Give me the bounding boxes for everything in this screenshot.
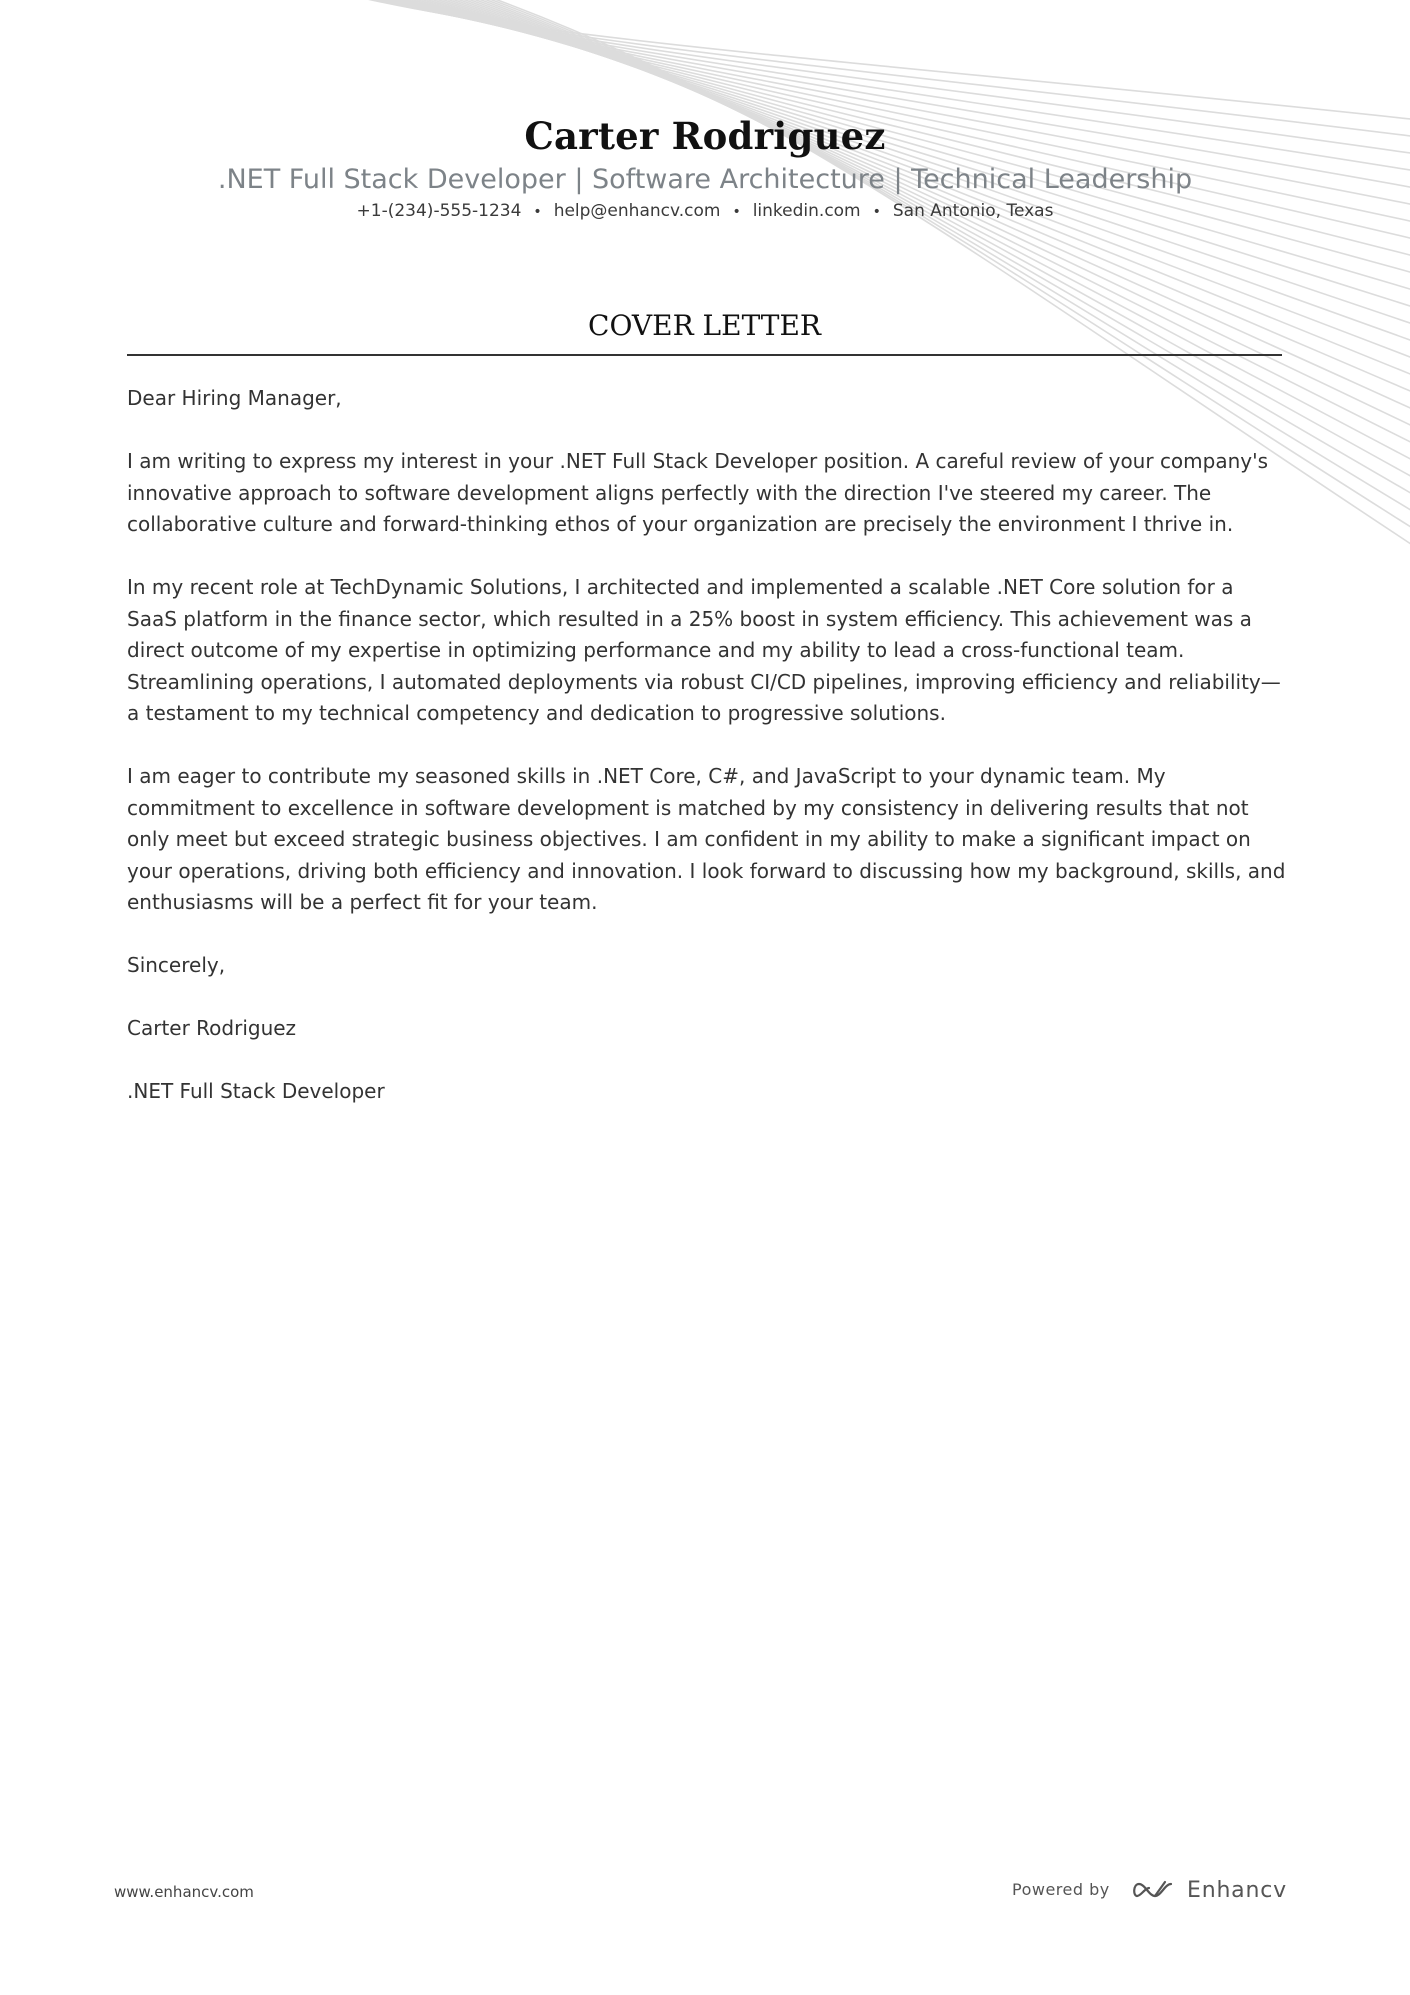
letter-paragraph: In my recent role at TechDynamic Solutions, I architected and implemented a scalable .NET Core solution for a SaaS platform in the finance sector, which resulted in a 25% boost in system efficiency. This achievement was a direct outcome of my expertise in optimizing performance and my ability to lead a cross-functional team. Streamlining operations, I automated deployments via robust CI/CD pipelines, improving efficiency and reliability—a testament to my technical competency and dedication to progressive solutions. — [127, 575, 1281, 725]
section-title: COVER LETTER — [588, 309, 821, 342]
candidate-name: Carter Rodriguez — [524, 114, 886, 158]
letter-greeting: Dear Hiring Manager, — [127, 386, 342, 410]
contact-line — [0, 200, 1410, 223]
separator-dot: • — [872, 204, 881, 220]
signature-title: .NET Full Stack Developer — [127, 1079, 385, 1103]
candidate-headline: .NET Full Stack Developer | Software Architecture | Technical Leadership — [217, 164, 1193, 195]
letter-paragraph: I am eager to contribute my seasoned skills in .NET Core, C#, and JavaScript to your dynamic team. My commitment to excellence in software development is matched by my consistency in delivering results that not only meet but exceed strategic business objectives. I am confident in my ability to make a significant impact on your operations, driving both efficiency and innovation. I look forward to discussing how my background, skills, and enthusiasms will be a perfect fit for your team. — [127, 764, 1286, 914]
footer-website-link[interactable]: www.enhancv.com — [114, 1883, 254, 1901]
wave-line — [436, 0, 1410, 447]
brand-logo[interactable] — [1131, 1875, 1287, 1905]
section-divider — [127, 354, 1282, 356]
contact-email[interactable]: help@enhancv.com — [553, 201, 721, 221]
letter-closing: Sincerely, — [127, 953, 226, 977]
contact-phone: +1-(234)-555-1234 — [356, 201, 522, 221]
resume-header — [0, 112, 1410, 223]
separator-dot: • — [732, 204, 741, 220]
enhancv-logo-icon — [1131, 1878, 1177, 1902]
contact-linkedin[interactable]: linkedin.com — [752, 201, 861, 221]
contact-location: San Antonio, Texas — [892, 201, 1054, 221]
powered-by-label: Powered by — [1012, 1880, 1110, 1899]
wave-line — [330, 0, 1410, 120]
brand-name: Enhancv — [1187, 1877, 1287, 1903]
letter-paragraph: I am writing to express my interest in your .NET Full Stack Developer position. A careful review of your company's innovative approach to software development aligns perfectly with the direction I've steered my career. The collaborative culture and forward-thinking ethos of your organization are precisely the environment I thrive in. — [127, 449, 1269, 536]
signature-name: Carter Rodriguez — [127, 1016, 297, 1040]
letter-body — [127, 383, 1287, 1139]
separator-dot: • — [533, 204, 542, 220]
